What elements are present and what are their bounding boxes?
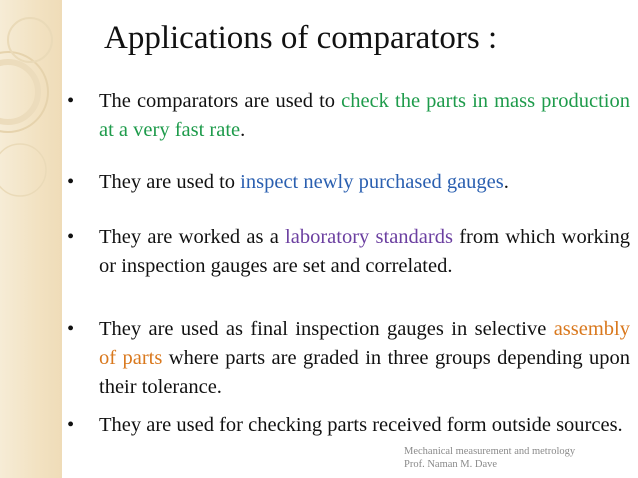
bullet-item-2 [67, 168, 630, 197]
bullet-text-end: . [503, 171, 509, 193]
bullet-dot: • [67, 90, 75, 112]
bullet-dot: • [67, 318, 75, 340]
bullet-item-3 [67, 223, 630, 281]
footer [404, 445, 575, 471]
bullet-dot: • [67, 414, 75, 436]
bullet-text-end: from which working or inspection gauges are set and correlated. [99, 226, 630, 277]
bullet-text: They are used as final inspection gauges in selective [99, 318, 554, 340]
bullet-dot: • [67, 171, 75, 193]
bullet-text: They are worked as a [99, 226, 286, 248]
bullet-item-4 [67, 315, 630, 402]
footer-course: Mechanical measurement and metrology [404, 446, 576, 457]
bullet-highlight: inspect newly purchased gauges [240, 171, 504, 193]
bullet-highlight: laboratory standards [285, 226, 453, 248]
slide-title: Applications of comparators : [104, 20, 498, 56]
footer-author: Prof. Naman M. Dave [404, 459, 498, 470]
bullet-text-end: where parts are graded in three groups depending upon their tolerance. [99, 347, 630, 398]
decorative-circles [0, 0, 62, 478]
bullet-highlight: check the parts in mass production at a very fast rate [99, 90, 630, 141]
bullet-item-5 [67, 411, 630, 440]
bullet-text: They are used to [99, 171, 241, 193]
bullet-text: They are used for checking parts received form outside sources. [99, 414, 623, 436]
bullet-item-1 [67, 87, 630, 145]
bullet-text: The comparators are used to [99, 90, 342, 112]
bullet-highlight: assembly of parts [99, 318, 630, 369]
bullet-dot: • [67, 226, 75, 248]
bullet-text-end: . [240, 119, 246, 141]
